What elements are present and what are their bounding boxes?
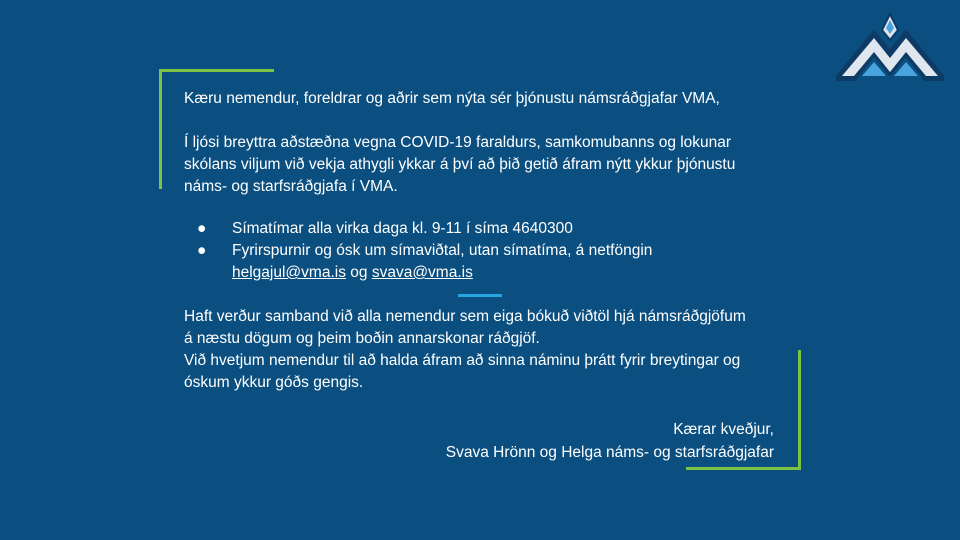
signoff: Kærar kveðjur, (673, 421, 774, 438)
phone-hours-text: Símatímar alla virka daga kl. 9-11 í síma 4640300 (232, 220, 573, 237)
letter-body (184, 88, 784, 394)
followup-line: á næstu dögum og þeim boðin annarskonar ráðgjöf. (184, 330, 540, 347)
list-item (184, 218, 784, 240)
bullet-icon: ● (197, 242, 207, 259)
list-item (184, 240, 784, 284)
followup-paragraph (184, 306, 784, 394)
encouragement-line: Við hvetjum nemendur til að halda áfram að sinna náminu þrátt fyrir breytingar og (184, 352, 741, 369)
greeting: Kæru nemendur, foreldrar og aðrir sem nýta sér þjónustu námsráðgjafar VMA, (184, 90, 720, 107)
email-link-svava[interactable]: svava@vma.is (371, 264, 473, 281)
followup-line: Haft verður samband við alla nemendur sem eiga bókuð viðtöl hjá námsráðgjöfum (184, 308, 746, 325)
closing (446, 418, 774, 464)
corner-bracket-bottom-right-horizontal (686, 467, 801, 470)
intro-line: Í ljósi breyttra aðstæðna vegna COVID-19 faraldurs, samkomubanns og lokunar (184, 134, 732, 151)
intro-line: skólans viljum við vekja athygli ykkar á því að þið getið áfram nýtt ykkur þjónustu (184, 156, 736, 173)
encouragement-line: óskum ykkur góðs gengis. (184, 374, 364, 391)
email-request-text: Fyrirspurnir og ósk um símaviðtal, utan símatíma, á netföngin (232, 242, 653, 259)
intro-paragraph (184, 132, 784, 198)
corner-bracket-bottom-right-vertical (798, 350, 801, 470)
vma-logo-icon (836, 12, 944, 88)
signature: Svava Hrönn og Helga náms- og starfsráðgjafar (445, 444, 774, 461)
email-link-helga[interactable]: helgajul@vma.is (232, 264, 346, 281)
corner-bracket-top-left-horizontal (159, 69, 274, 72)
intro-line: náms- og starfsráðgjafa í VMA. (184, 178, 398, 195)
contact-list (184, 218, 784, 284)
bullet-icon: ● (197, 220, 207, 237)
corner-bracket-top-left-vertical (159, 69, 162, 189)
email-joiner: og (350, 264, 368, 281)
